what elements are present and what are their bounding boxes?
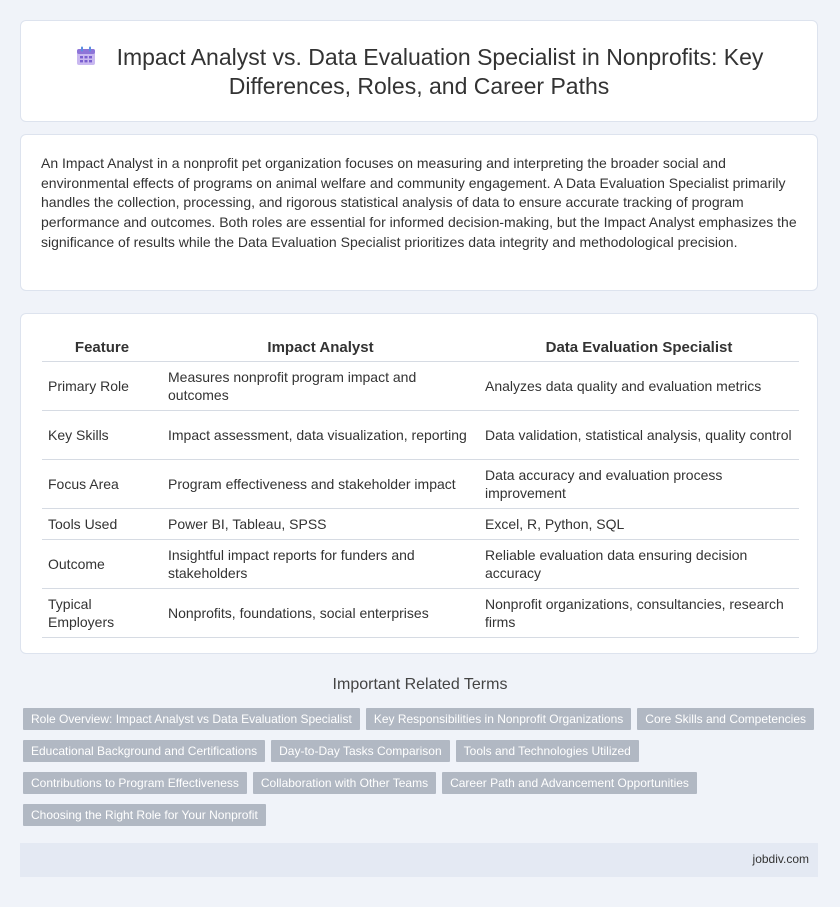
row-feature: Focus Area: [42, 460, 162, 509]
related-term-tag[interactable]: Choosing the Right Role for Your Nonprofit: [23, 804, 266, 826]
table-row: [42, 589, 799, 638]
calendar-icon: [75, 45, 97, 67]
row-impact-analyst: Power BI, Tableau, SPSS: [162, 509, 479, 540]
row-impact-analyst: Impact assessment, data visualization, reporting: [162, 411, 479, 460]
related-term-tag[interactable]: Tools and Technologies Utilized: [456, 740, 639, 762]
footer-site-link[interactable]: jobdiv.com: [752, 852, 809, 866]
related-term-tag[interactable]: Role Overview: Impact Analyst vs Data Evaluation Specialist: [23, 708, 360, 730]
row-impact-analyst: Nonprofits, foundations, social enterprises: [162, 589, 479, 638]
header-feature: Feature: [42, 333, 162, 362]
related-terms-list: [23, 708, 823, 836]
row-feature: Outcome: [42, 540, 162, 589]
row-data-evaluation-specialist: Nonprofit organizations, consultancies, research firms: [479, 589, 799, 638]
table-row: [42, 460, 799, 509]
comparison-table: [42, 333, 799, 638]
table-row: [42, 362, 799, 411]
row-feature: Typical Employers: [42, 589, 162, 638]
table-header-row: [42, 333, 799, 362]
row-data-evaluation-specialist: Data accuracy and evaluation process improvement: [479, 460, 799, 509]
comparison-card: [20, 313, 818, 654]
page-title-wrap: [21, 43, 817, 101]
row-feature: Primary Role: [42, 362, 162, 411]
summary-text: An Impact Analyst in a nonprofit pet organization focuses on measuring and interpreting the broader social and environmental effects of programs on animal welfare and community engagement. A Data Evaluation Specialist primarily handles the collection, processing, and rigorous statistical analysis of data to ensure accurate tracking of program performance and outcomes. Both roles are essential for informed decision-making, but the Impact Analyst emphasizes the significance of results while the Data Evaluation Specialist prioritizes data integrity and methodological precision.: [41, 155, 797, 250]
row-impact-analyst: Measures nonprofit program impact and outcomes: [162, 362, 479, 411]
row-impact-analyst: Program effectiveness and stakeholder impact: [162, 460, 479, 509]
summary-card: [20, 134, 818, 291]
header-impact-analyst: Impact Analyst: [162, 333, 479, 362]
table-row: [42, 411, 799, 460]
row-data-evaluation-specialist: Analyzes data quality and evaluation metrics: [479, 362, 799, 411]
table-row: [42, 509, 799, 540]
related-term-tag[interactable]: Core Skills and Competencies: [637, 708, 814, 730]
row-impact-analyst: Insightful impact reports for funders and stakeholders: [162, 540, 479, 589]
row-feature: Tools Used: [42, 509, 162, 540]
related-term-tag[interactable]: Educational Background and Certifications: [23, 740, 265, 762]
row-data-evaluation-specialist: Data validation, statistical analysis, quality control: [479, 411, 799, 460]
footer: [20, 843, 818, 877]
related-term-tag[interactable]: Contributions to Program Effectiveness: [23, 772, 247, 794]
related-term-tag[interactable]: Career Path and Advancement Opportunities: [442, 772, 697, 794]
row-data-evaluation-specialist: Reliable evaluation data ensuring decision accuracy: [479, 540, 799, 589]
header-data-evaluation-specialist: Data Evaluation Specialist: [479, 333, 799, 362]
row-feature: Key Skills: [42, 411, 162, 460]
row-data-evaluation-specialist: Excel, R, Python, SQL: [479, 509, 799, 540]
related-term-tag[interactable]: Collaboration with Other Teams: [253, 772, 436, 794]
table-row: [42, 540, 799, 589]
related-terms-title: Important Related Terms: [332, 676, 508, 693]
related-term-tag[interactable]: Day-to-Day Tasks Comparison: [271, 740, 450, 762]
related-term-tag[interactable]: Key Responsibilities in Nonprofit Organizations: [366, 708, 631, 730]
page-title: Impact Analyst vs. Data Evaluation Specialist in Nonprofits: Key Differences, Roles, and Career Paths: [116, 44, 764, 99]
title-card: [20, 20, 818, 122]
